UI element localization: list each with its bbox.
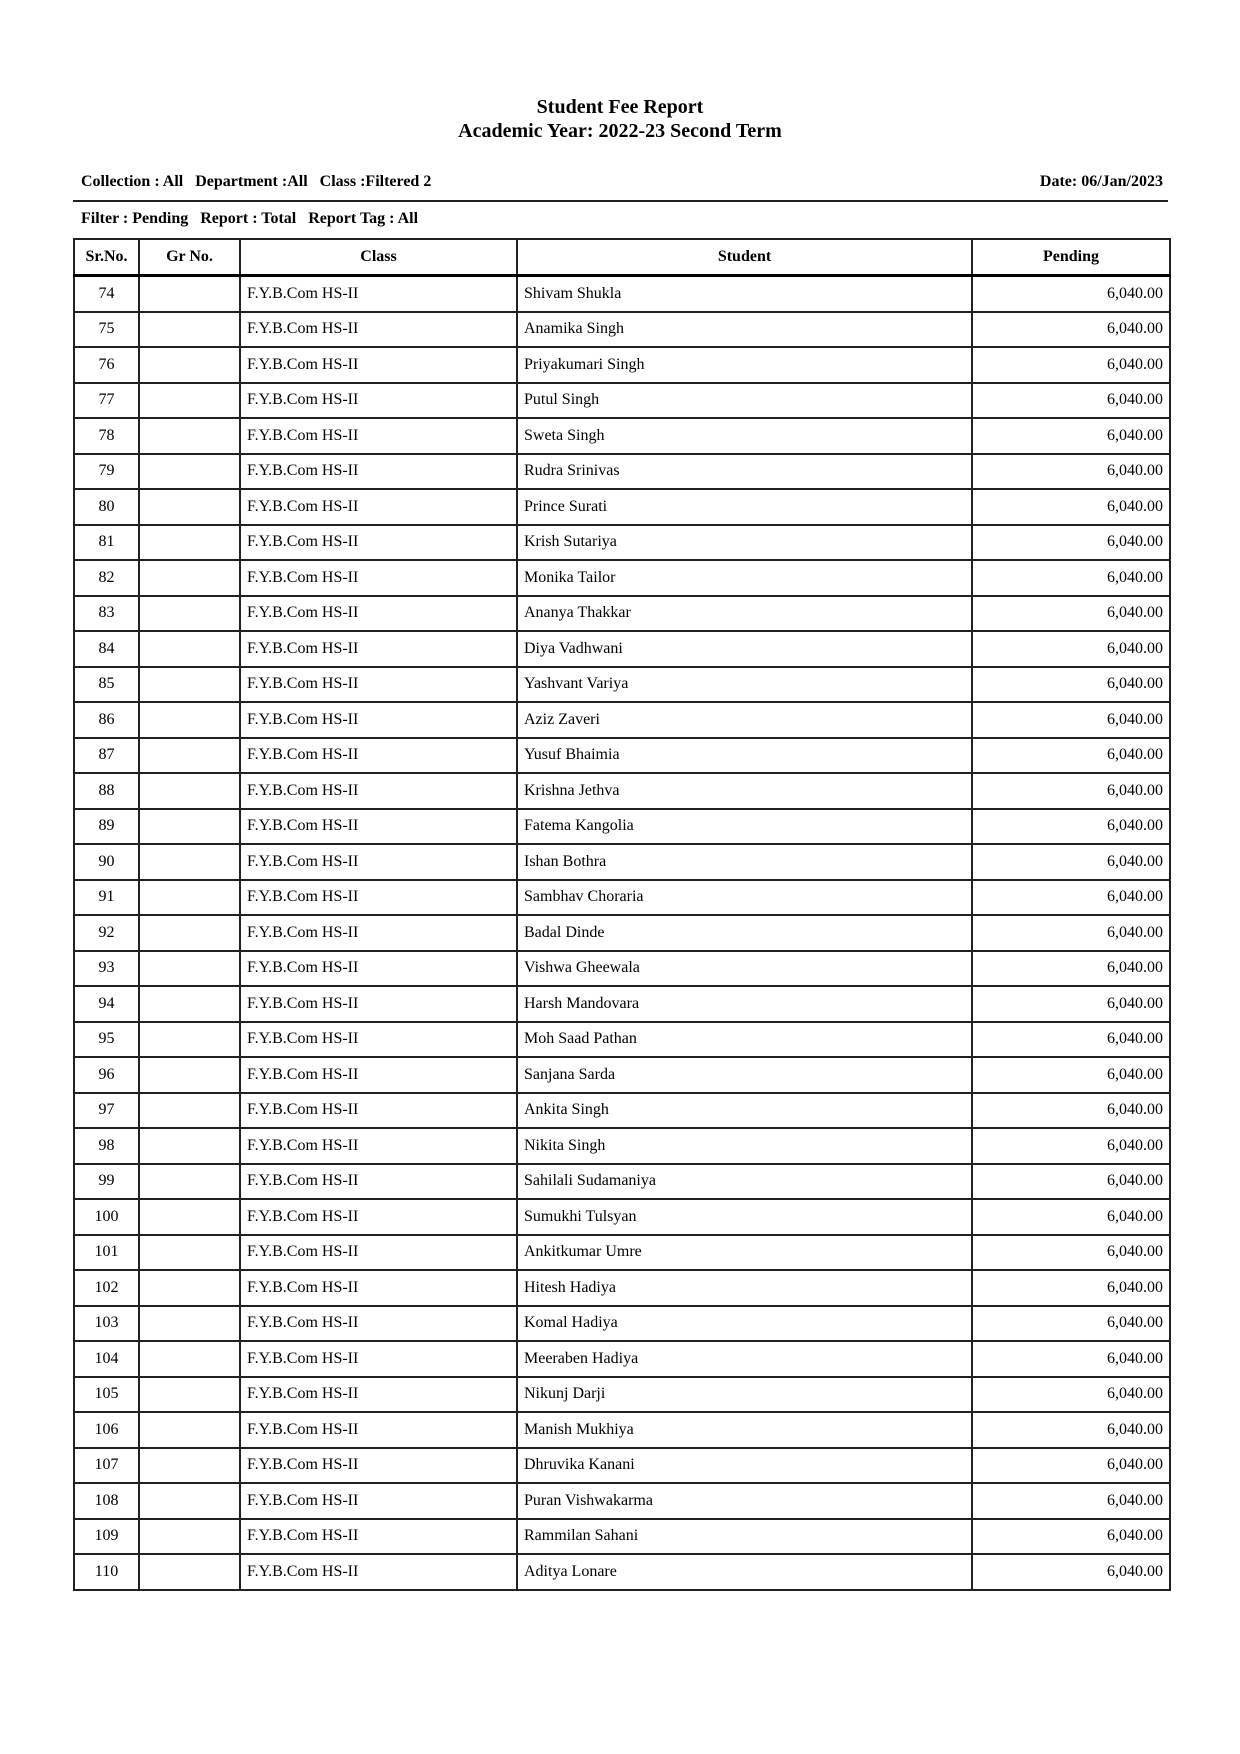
cell-sr-no: 83 [74, 596, 139, 632]
cell-pending: 6,040.00 [972, 454, 1170, 490]
cell-gr-no [139, 383, 240, 419]
cell-class: F.Y.B.Com HS-II [240, 454, 517, 490]
fee-table [73, 238, 1171, 1591]
table-row [74, 631, 1170, 667]
cell-student: Putul Singh [517, 383, 972, 419]
cell-class: F.Y.B.Com HS-II [240, 1519, 517, 1555]
cell-class: F.Y.B.Com HS-II [240, 951, 517, 987]
cell-class: F.Y.B.Com HS-II [240, 631, 517, 667]
cell-class: F.Y.B.Com HS-II [240, 347, 517, 383]
header-class: Class [240, 239, 517, 276]
cell-gr-no [139, 1093, 240, 1129]
cell-gr-no [139, 702, 240, 738]
table-header-row [74, 239, 1170, 276]
cell-gr-no [139, 1164, 240, 1200]
report-subtitle: Academic Year: 2022-23 Second Term [458, 120, 782, 142]
cell-sr-no: 105 [74, 1377, 139, 1413]
cell-sr-no: 109 [74, 1519, 139, 1555]
cell-student: Vishwa Gheewala [517, 951, 972, 987]
cell-sr-no: 82 [74, 560, 139, 596]
cell-gr-no [139, 1057, 240, 1093]
cell-pending: 6,040.00 [972, 347, 1170, 383]
cell-student: Puran Vishwakarma [517, 1483, 972, 1519]
cell-gr-no [139, 1022, 240, 1058]
cell-pending: 6,040.00 [972, 1128, 1170, 1164]
cell-pending: 6,040.00 [972, 312, 1170, 348]
cell-pending: 6,040.00 [972, 667, 1170, 703]
cell-class: F.Y.B.Com HS-II [240, 915, 517, 951]
table-row [74, 773, 1170, 809]
cell-student: Krishna Jethva [517, 773, 972, 809]
cell-sr-no: 78 [74, 418, 139, 454]
cell-class: F.Y.B.Com HS-II [240, 312, 517, 348]
cell-gr-no [139, 1270, 240, 1306]
cell-gr-no [139, 418, 240, 454]
cell-student: Manish Mukhiya [517, 1412, 972, 1448]
cell-sr-no: 95 [74, 1022, 139, 1058]
cell-student: Ankitkumar Umre [517, 1235, 972, 1271]
cell-sr-no: 90 [74, 844, 139, 880]
table-row [74, 418, 1170, 454]
cell-gr-no [139, 915, 240, 951]
report-filters [81, 209, 418, 229]
cell-student: Sanjana Sarda [517, 1057, 972, 1093]
report-date: Date: 06/Jan/2023 [1039, 173, 1163, 190]
cell-pending: 6,040.00 [972, 596, 1170, 632]
cell-pending: 6,040.00 [972, 738, 1170, 774]
cell-student: Hitesh Hadiya [517, 1270, 972, 1306]
class-label: Class :Filtered 2 [319, 173, 432, 190]
cell-sr-no: 99 [74, 1164, 139, 1200]
cell-pending: 6,040.00 [972, 1483, 1170, 1519]
cell-student: Ananya Thakkar [517, 596, 972, 632]
cell-pending: 6,040.00 [972, 1199, 1170, 1235]
cell-student: Harsh Mandovara [517, 986, 972, 1022]
table-row [74, 702, 1170, 738]
cell-class: F.Y.B.Com HS-II [240, 489, 517, 525]
cell-sr-no: 92 [74, 915, 139, 951]
cell-gr-no [139, 1199, 240, 1235]
cell-class: F.Y.B.Com HS-II [240, 1128, 517, 1164]
header-sr-no: Sr.No. [74, 239, 139, 276]
cell-student: Sambhav Choraria [517, 880, 972, 916]
table-row [74, 1235, 1170, 1271]
cell-class: F.Y.B.Com HS-II [240, 560, 517, 596]
cell-sr-no: 81 [74, 525, 139, 561]
cell-student: Priyakumari Singh [517, 347, 972, 383]
cell-class: F.Y.B.Com HS-II [240, 525, 517, 561]
cell-gr-no [139, 1128, 240, 1164]
cell-student: Sahilali Sudamaniya [517, 1164, 972, 1200]
cell-student: Meeraben Hadiya [517, 1341, 972, 1377]
table-row [74, 312, 1170, 348]
table-row [74, 1199, 1170, 1235]
cell-sr-no: 100 [74, 1199, 139, 1235]
cell-student: Komal Hadiya [517, 1306, 972, 1342]
cell-gr-no [139, 276, 240, 312]
cell-class: F.Y.B.Com HS-II [240, 1412, 517, 1448]
table-row [74, 667, 1170, 703]
cell-sr-no: 102 [74, 1270, 139, 1306]
cell-student: Krish Sutariya [517, 525, 972, 561]
cell-class: F.Y.B.Com HS-II [240, 1199, 517, 1235]
cell-sr-no: 103 [74, 1306, 139, 1342]
table-row [74, 1519, 1170, 1555]
cell-gr-no [139, 560, 240, 596]
cell-pending: 6,040.00 [972, 880, 1170, 916]
cell-class: F.Y.B.Com HS-II [240, 702, 517, 738]
cell-pending: 6,040.00 [972, 1341, 1170, 1377]
cell-sr-no: 107 [74, 1448, 139, 1484]
table-row [74, 809, 1170, 845]
cell-class: F.Y.B.Com HS-II [240, 1483, 517, 1519]
cell-pending: 6,040.00 [972, 418, 1170, 454]
cell-sr-no: 79 [74, 454, 139, 490]
cell-student: Monika Tailor [517, 560, 972, 596]
table-row [74, 1377, 1170, 1413]
cell-gr-no [139, 525, 240, 561]
cell-gr-no [139, 631, 240, 667]
cell-gr-no [139, 667, 240, 703]
cell-student: Aziz Zaveri [517, 702, 972, 738]
cell-gr-no [139, 986, 240, 1022]
cell-sr-no: 94 [74, 986, 139, 1022]
table-row [74, 1270, 1170, 1306]
cell-sr-no: 89 [74, 809, 139, 845]
cell-student: Ishan Bothra [517, 844, 972, 880]
cell-sr-no: 91 [74, 880, 139, 916]
cell-pending: 6,040.00 [972, 1093, 1170, 1129]
cell-pending: 6,040.00 [972, 1022, 1170, 1058]
header-pending: Pending [972, 239, 1170, 276]
cell-gr-no [139, 1377, 240, 1413]
cell-class: F.Y.B.Com HS-II [240, 738, 517, 774]
cell-pending: 6,040.00 [972, 1270, 1170, 1306]
filter-label: Filter : Pending [81, 210, 189, 227]
cell-pending: 6,040.00 [972, 809, 1170, 845]
cell-sr-no: 86 [74, 702, 139, 738]
cell-sr-no: 96 [74, 1057, 139, 1093]
table-row [74, 489, 1170, 525]
header-student: Student [517, 239, 972, 276]
cell-class: F.Y.B.Com HS-II [240, 1377, 517, 1413]
cell-student: Nikunj Darji [517, 1377, 972, 1413]
cell-sr-no: 98 [74, 1128, 139, 1164]
cell-sr-no: 101 [74, 1235, 139, 1271]
cell-gr-no [139, 1306, 240, 1342]
cell-sr-no: 110 [74, 1554, 139, 1590]
report-type-label: Report : Total [200, 210, 297, 227]
cell-class: F.Y.B.Com HS-II [240, 1164, 517, 1200]
cell-gr-no [139, 596, 240, 632]
cell-sr-no: 97 [74, 1093, 139, 1129]
cell-pending: 6,040.00 [972, 1554, 1170, 1590]
cell-student: Ankita Singh [517, 1093, 972, 1129]
cell-pending: 6,040.00 [972, 276, 1170, 312]
cell-student: Moh Saad Pathan [517, 1022, 972, 1058]
cell-pending: 6,040.00 [972, 1377, 1170, 1413]
cell-student: Rammilan Sahani [517, 1519, 972, 1555]
table-row [74, 1057, 1170, 1093]
cell-gr-no [139, 312, 240, 348]
cell-gr-no [139, 951, 240, 987]
cell-class: F.Y.B.Com HS-II [240, 1270, 517, 1306]
cell-gr-no [139, 844, 240, 880]
table-row [74, 1483, 1170, 1519]
cell-sr-no: 87 [74, 738, 139, 774]
cell-sr-no: 84 [74, 631, 139, 667]
cell-gr-no [139, 489, 240, 525]
cell-class: F.Y.B.Com HS-II [240, 880, 517, 916]
cell-student: Shivam Shukla [517, 276, 972, 312]
cell-student: Anamika Singh [517, 312, 972, 348]
cell-gr-no [139, 1412, 240, 1448]
cell-student: Rudra Srinivas [517, 454, 972, 490]
cell-gr-no [139, 1483, 240, 1519]
cell-pending: 6,040.00 [972, 560, 1170, 596]
table-row [74, 347, 1170, 383]
cell-gr-no [139, 1341, 240, 1377]
cell-pending: 6,040.00 [972, 525, 1170, 561]
cell-class: F.Y.B.Com HS-II [240, 809, 517, 845]
cell-student: Yusuf Bhaimia [517, 738, 972, 774]
cell-pending: 6,040.00 [972, 1519, 1170, 1555]
table-row [74, 383, 1170, 419]
cell-student: Nikita Singh [517, 1128, 972, 1164]
table-body [74, 276, 1170, 1590]
header-divider [73, 200, 1168, 202]
cell-pending: 6,040.00 [972, 915, 1170, 951]
cell-student: Sumukhi Tulsyan [517, 1199, 972, 1235]
cell-pending: 6,040.00 [972, 1306, 1170, 1342]
cell-pending: 6,040.00 [972, 1412, 1170, 1448]
cell-gr-no [139, 738, 240, 774]
cell-gr-no [139, 809, 240, 845]
cell-gr-no [139, 347, 240, 383]
cell-class: F.Y.B.Com HS-II [240, 1093, 517, 1129]
table-row [74, 1554, 1170, 1590]
header-gr-no: Gr No. [139, 239, 240, 276]
cell-sr-no: 77 [74, 383, 139, 419]
cell-class: F.Y.B.Com HS-II [240, 418, 517, 454]
cell-student: Dhruvika Kanani [517, 1448, 972, 1484]
table-row [74, 951, 1170, 987]
table-row [74, 1022, 1170, 1058]
cell-class: F.Y.B.Com HS-II [240, 844, 517, 880]
department-label: Department :All [195, 173, 308, 190]
table-row [74, 1412, 1170, 1448]
cell-gr-no [139, 454, 240, 490]
table-row [74, 276, 1170, 312]
cell-class: F.Y.B.Com HS-II [240, 1448, 517, 1484]
table-row [74, 454, 1170, 490]
cell-pending: 6,040.00 [972, 631, 1170, 667]
report-meta [81, 172, 431, 192]
cell-student: Yashvant Variya [517, 667, 972, 703]
cell-student: Aditya Lonare [517, 1554, 972, 1590]
table-row [74, 560, 1170, 596]
cell-gr-no [139, 880, 240, 916]
cell-sr-no: 108 [74, 1483, 139, 1519]
table-row [74, 738, 1170, 774]
cell-sr-no: 88 [74, 773, 139, 809]
cell-student: Fatema Kangolia [517, 809, 972, 845]
cell-pending: 6,040.00 [972, 986, 1170, 1022]
cell-class: F.Y.B.Com HS-II [240, 1306, 517, 1342]
table-row [74, 1341, 1170, 1377]
table-row [74, 880, 1170, 916]
cell-pending: 6,040.00 [972, 844, 1170, 880]
cell-student: Sweta Singh [517, 418, 972, 454]
cell-pending: 6,040.00 [972, 489, 1170, 525]
table-row [74, 844, 1170, 880]
cell-pending: 6,040.00 [972, 1164, 1170, 1200]
cell-class: F.Y.B.Com HS-II [240, 986, 517, 1022]
cell-class: F.Y.B.Com HS-II [240, 1022, 517, 1058]
cell-class: F.Y.B.Com HS-II [240, 276, 517, 312]
cell-sr-no: 80 [74, 489, 139, 525]
report-title: Student Fee Report [536, 96, 704, 118]
cell-sr-no: 76 [74, 347, 139, 383]
cell-sr-no: 85 [74, 667, 139, 703]
cell-gr-no [139, 1235, 240, 1271]
table-row [74, 596, 1170, 632]
cell-gr-no [139, 1448, 240, 1484]
cell-sr-no: 75 [74, 312, 139, 348]
cell-gr-no [139, 773, 240, 809]
cell-sr-no: 104 [74, 1341, 139, 1377]
table-row [74, 1448, 1170, 1484]
cell-student: Badal Dinde [517, 915, 972, 951]
cell-student: Diya Vadhwani [517, 631, 972, 667]
cell-pending: 6,040.00 [972, 1057, 1170, 1093]
cell-pending: 6,040.00 [972, 383, 1170, 419]
cell-pending: 6,040.00 [972, 1235, 1170, 1271]
table-row [74, 1164, 1170, 1200]
cell-class: F.Y.B.Com HS-II [240, 383, 517, 419]
cell-student: Prince Surati [517, 489, 972, 525]
table-row [74, 915, 1170, 951]
cell-class: F.Y.B.Com HS-II [240, 773, 517, 809]
cell-class: F.Y.B.Com HS-II [240, 1235, 517, 1271]
collection-label: Collection : All [81, 173, 184, 190]
cell-class: F.Y.B.Com HS-II [240, 1554, 517, 1590]
cell-gr-no [139, 1554, 240, 1590]
cell-class: F.Y.B.Com HS-II [240, 1341, 517, 1377]
table-row [74, 525, 1170, 561]
cell-sr-no: 106 [74, 1412, 139, 1448]
cell-sr-no: 93 [74, 951, 139, 987]
cell-gr-no [139, 1519, 240, 1555]
cell-pending: 6,040.00 [972, 702, 1170, 738]
cell-pending: 6,040.00 [972, 951, 1170, 987]
cell-pending: 6,040.00 [972, 1448, 1170, 1484]
cell-sr-no: 74 [74, 276, 139, 312]
cell-pending: 6,040.00 [972, 773, 1170, 809]
cell-class: F.Y.B.Com HS-II [240, 596, 517, 632]
report-tag-label: Report Tag : All [308, 210, 419, 227]
table-row [74, 986, 1170, 1022]
cell-class: F.Y.B.Com HS-II [240, 1057, 517, 1093]
table-row [74, 1306, 1170, 1342]
table-row [74, 1093, 1170, 1129]
cell-class: F.Y.B.Com HS-II [240, 667, 517, 703]
table-row [74, 1128, 1170, 1164]
